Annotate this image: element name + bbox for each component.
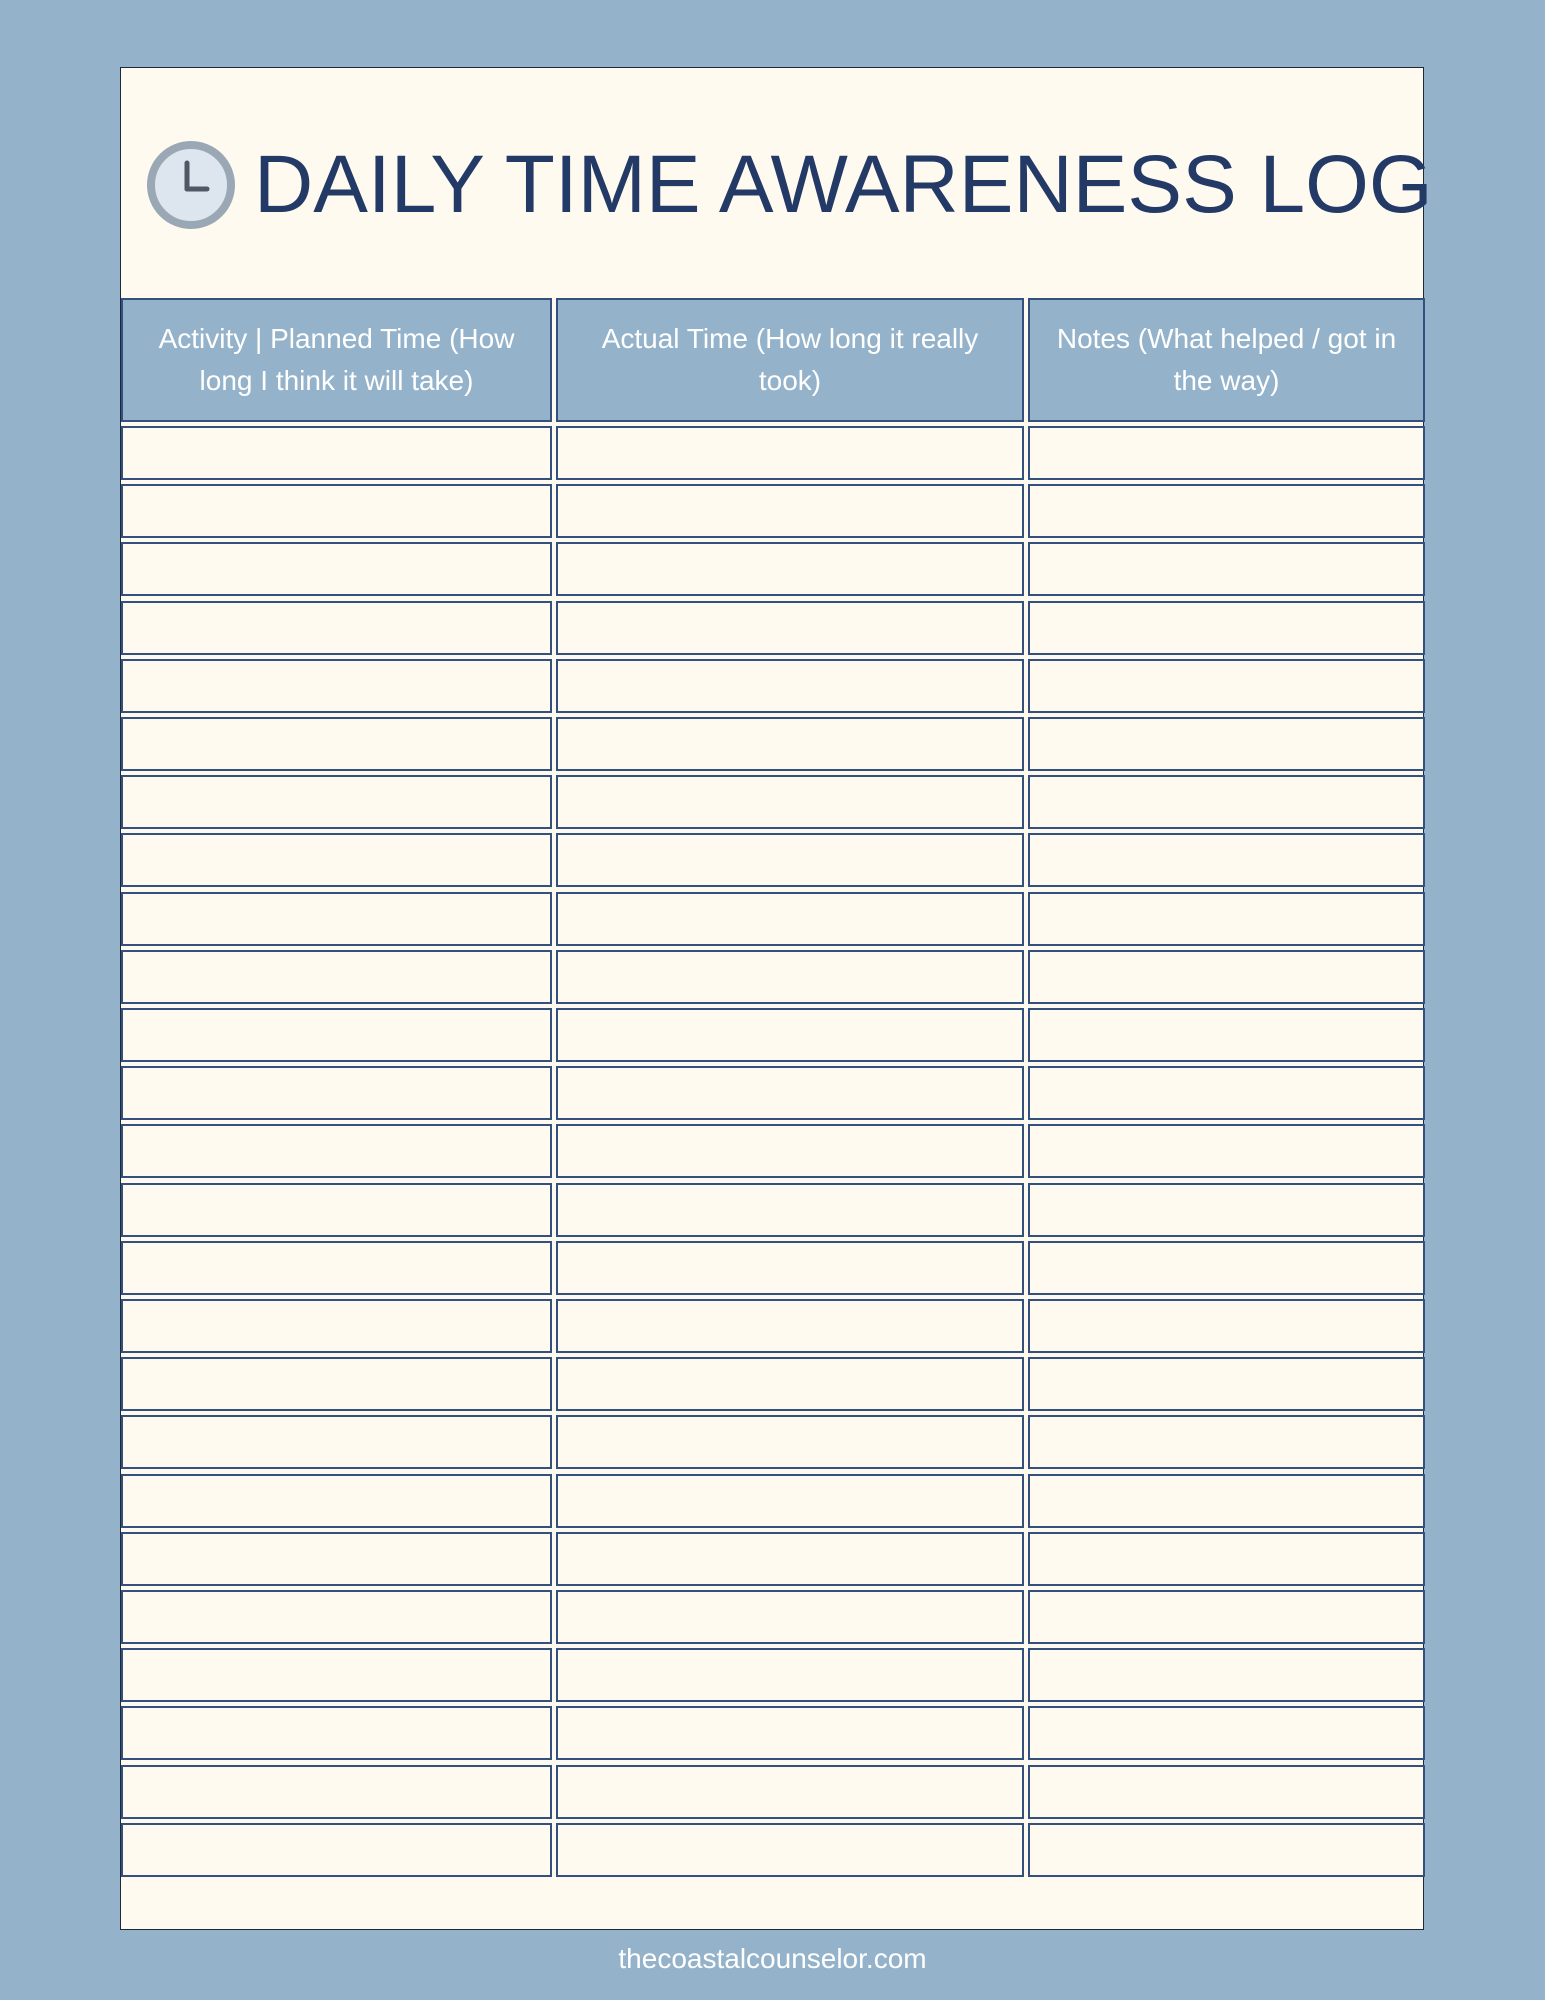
table-cell-notes[interactable]	[1028, 601, 1425, 655]
table-cell-activity-planned-time[interactable]	[121, 1823, 552, 1877]
table-cell-notes[interactable]	[1028, 1706, 1425, 1760]
table-cell-actual-time[interactable]	[556, 484, 1024, 538]
table-cell-actual-time[interactable]	[556, 1183, 1024, 1237]
table-cell-actual-time[interactable]	[556, 1299, 1024, 1353]
table-cell-actual-time[interactable]	[556, 1648, 1024, 1702]
log-sheet	[120, 67, 1433, 1930]
table-cell-notes[interactable]	[1028, 1765, 1425, 1819]
table-cell-notes[interactable]	[1028, 659, 1425, 713]
table-cell-activity-planned-time[interactable]	[121, 1357, 552, 1411]
table-cell-activity-planned-time[interactable]	[121, 659, 552, 713]
table-cell-notes[interactable]	[1028, 1183, 1425, 1237]
log-header	[121, 68, 1433, 298]
table-cell-actual-time[interactable]	[556, 1590, 1024, 1644]
table-cell-actual-time[interactable]	[556, 659, 1024, 713]
table-cell-activity-planned-time[interactable]	[121, 1706, 552, 1760]
table-cell-activity-planned-time[interactable]	[121, 484, 552, 538]
table-cell-notes[interactable]	[1028, 1415, 1425, 1469]
table-cell-activity-planned-time[interactable]	[121, 1648, 552, 1702]
table-cell-actual-time[interactable]	[556, 1706, 1024, 1760]
table-cell-activity-planned-time[interactable]	[121, 1183, 552, 1237]
table-cell-notes[interactable]	[1028, 1124, 1425, 1178]
table-cell-activity-planned-time[interactable]	[121, 950, 552, 1004]
table-cell-activity-planned-time[interactable]	[121, 601, 552, 655]
table-cell-activity-planned-time[interactable]	[121, 717, 552, 771]
clock-icon	[147, 141, 235, 229]
table-cell-notes[interactable]	[1028, 1590, 1425, 1644]
table-cell-notes[interactable]	[1028, 1823, 1425, 1877]
table-cell-activity-planned-time[interactable]	[121, 892, 552, 946]
table-cell-activity-planned-time[interactable]	[121, 1474, 552, 1528]
table-cell-activity-planned-time[interactable]	[121, 542, 552, 596]
table-cell-activity-planned-time[interactable]	[121, 426, 552, 480]
table-cell-actual-time[interactable]	[556, 1765, 1024, 1819]
table-cell-activity-planned-time[interactable]	[121, 1008, 552, 1062]
table-cell-actual-time[interactable]	[556, 775, 1024, 829]
table-cell-notes[interactable]	[1028, 1648, 1425, 1702]
table-cell-activity-planned-time[interactable]	[121, 1066, 552, 1120]
table-cell-activity-planned-time[interactable]	[121, 1241, 552, 1295]
table-cell-actual-time[interactable]	[556, 1532, 1024, 1586]
table-cell-activity-planned-time[interactable]	[121, 833, 552, 887]
table-cell-notes[interactable]	[1028, 1299, 1425, 1353]
table-cell-actual-time[interactable]	[556, 1124, 1024, 1178]
page-title: DAILY TIME AWARENESS LOG	[254, 139, 1433, 230]
table-cell-notes[interactable]	[1028, 1474, 1425, 1528]
table-cell-actual-time[interactable]	[556, 1066, 1024, 1120]
table-cell-activity-planned-time[interactable]	[121, 1124, 552, 1178]
table-cell-activity-planned-time[interactable]	[121, 1415, 552, 1469]
table-cell-notes[interactable]	[1028, 775, 1425, 829]
table-cell-notes[interactable]	[1028, 1532, 1425, 1586]
table-cell-notes[interactable]	[1028, 1066, 1425, 1120]
table-cell-notes[interactable]	[1028, 542, 1425, 596]
table-cell-actual-time[interactable]	[556, 601, 1024, 655]
table-cell-notes[interactable]	[1028, 950, 1425, 1004]
table-cell-activity-planned-time[interactable]	[121, 1532, 552, 1586]
table-cell-activity-planned-time[interactable]	[121, 1765, 552, 1819]
table-cell-notes[interactable]	[1028, 833, 1425, 887]
table-cell-activity-planned-time[interactable]	[121, 1590, 552, 1644]
table-cell-actual-time[interactable]	[556, 1474, 1024, 1528]
table-cell-actual-time[interactable]	[556, 542, 1024, 596]
table-cell-notes[interactable]	[1028, 426, 1425, 480]
table-cell-notes[interactable]	[1028, 1008, 1425, 1062]
table-cell-actual-time[interactable]	[556, 1823, 1024, 1877]
table-cell-actual-time[interactable]	[556, 950, 1024, 1004]
table-cell-actual-time[interactable]	[556, 1008, 1024, 1062]
column-header-activity-planned-time: Activity | Planned Time (How long I think it will take)	[121, 298, 552, 422]
table-cell-actual-time[interactable]	[556, 717, 1024, 771]
table-cell-notes[interactable]	[1028, 892, 1425, 946]
table-cell-actual-time[interactable]	[556, 1357, 1024, 1411]
table-cell-actual-time[interactable]	[556, 1415, 1024, 1469]
table-cell-notes[interactable]	[1028, 484, 1425, 538]
table-cell-notes[interactable]	[1028, 717, 1425, 771]
table-cell-actual-time[interactable]	[556, 1241, 1024, 1295]
table-cell-actual-time[interactable]	[556, 426, 1024, 480]
footer-website: thecoastalcounselor.com	[618, 1943, 927, 1974]
table-cell-actual-time[interactable]	[556, 833, 1024, 887]
table-cell-activity-planned-time[interactable]	[121, 1299, 552, 1353]
table-cell-activity-planned-time[interactable]	[121, 775, 552, 829]
column-header-notes: Notes (What helped / got in the way)	[1028, 298, 1425, 422]
table-cell-notes[interactable]	[1028, 1241, 1425, 1295]
column-header-actual-time: Actual Time (How long it really took)	[556, 298, 1024, 422]
table-cell-actual-time[interactable]	[556, 892, 1024, 946]
table-cell-notes[interactable]	[1028, 1357, 1425, 1411]
